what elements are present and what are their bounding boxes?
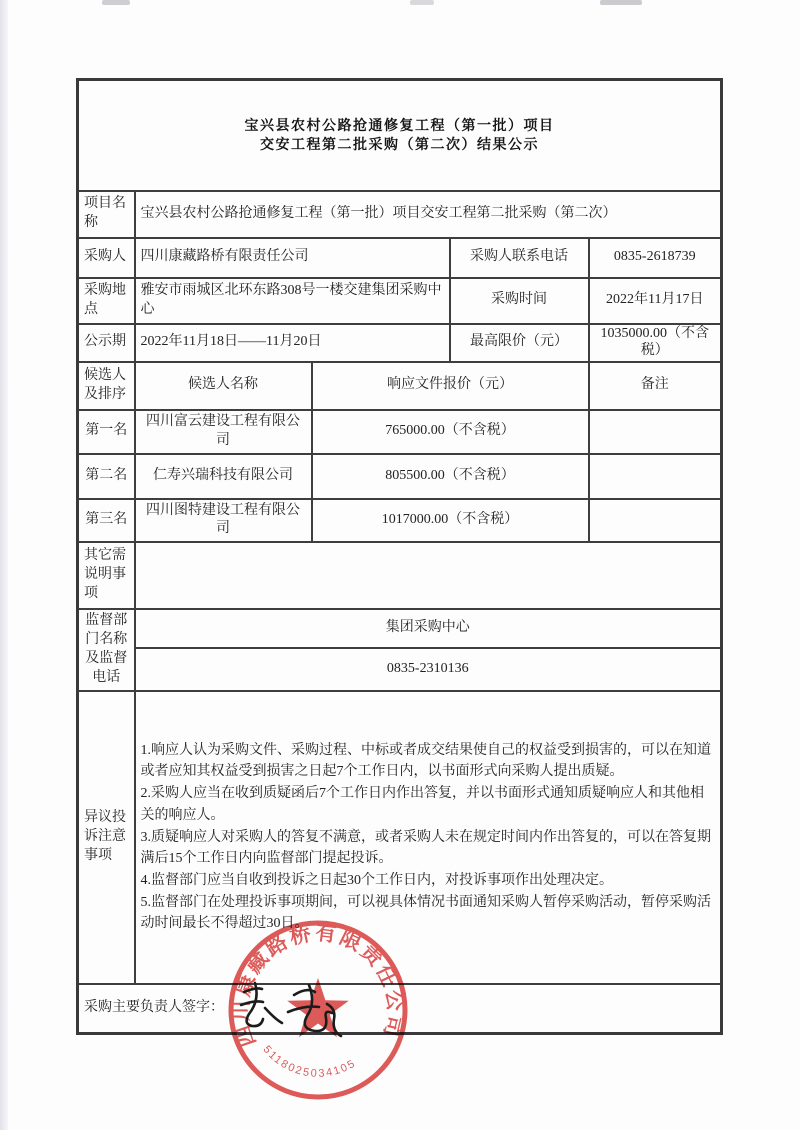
candidate-price: 1017000.00（不含税）: [312, 499, 589, 543]
candidate-remark-header: 备注: [589, 362, 722, 410]
supervision-phone: 0835-2310136: [135, 648, 722, 691]
scan-smudge: [600, 0, 642, 5]
scan-smudge: [410, 0, 434, 5]
candidate-name: 四川图特建设工程有限公司: [135, 499, 312, 543]
other-notes-value: [135, 542, 722, 609]
signature-label: 采购主要负责人签字：: [84, 1000, 224, 1016]
candidate-row: [78, 499, 722, 543]
project-name-value: 宝兴县农村公路抢通修复工程（第一批）项目交安工程第二批采购（第二次）: [135, 191, 722, 238]
other-notes-label: 其它需说明事项: [78, 542, 135, 609]
max-price-label: 最高限价（元）: [450, 324, 589, 362]
purchase-time-value: 2022年11月17日: [589, 278, 722, 324]
candidate-name: 仁寿兴瑞科技有限公司: [135, 454, 312, 499]
seal-company-name: 四川康藏路桥有限责任公司: [228, 920, 408, 1050]
purchaser-label: 采购人: [78, 238, 135, 278]
announcement-table: [76, 78, 723, 1035]
signature-row: [78, 984, 722, 1034]
candidate-rank-header: 候选人及排序: [78, 362, 135, 410]
candidate-price: 805500.00（不含税）: [312, 454, 589, 499]
document-title: [78, 80, 722, 191]
publicity-period-value: 2022年11月18日——11月20日: [135, 324, 450, 362]
objection-item: 2.采购人应当在收到质疑函后7个工作日内作出答复，并以书面形式通知质疑响应人和其他相关的响应人。: [140, 786, 704, 823]
objection-item: 5.监督部门在处理投诉事项期间，可以视具体情况书面通知采购人暂停采购活动，暂停采购活动时间最长不得超过30日。: [140, 894, 711, 932]
objection-label: 异议投诉注意事项: [78, 691, 135, 984]
purchase-time-label: 采购时间: [450, 278, 589, 324]
supervision-label: 监督部门名称及监督电话: [78, 609, 135, 691]
title-line-1: 宝兴县农村公路抢通修复工程（第一批）项目: [244, 117, 555, 134]
objection-item: 3.质疑响应人对采购人的答复不满意，或者采购人未在规定时间内作出答复的，可以在答复期满后15个工作日内向监督部门提起投诉。: [140, 829, 711, 867]
candidate-name-header: 候选人名称: [135, 362, 312, 410]
objection-item: 1.响应人认为采购文件、采购过程、中标或者成交结果使自己的权益受到损害的，可以在知道或者应知其权益受到损害之日起7个工作日内，以书面形式向采购人提出质疑。: [140, 742, 711, 780]
candidate-rank: 第二名: [78, 454, 135, 499]
purchaser-phone-value: 0835-2618739: [589, 238, 722, 278]
supervision-department: 集团采购中心: [135, 609, 722, 648]
location-label: 采购地点: [78, 278, 135, 324]
project-name-label: 项目名称: [78, 191, 135, 238]
candidate-rank: 第一名: [78, 410, 135, 454]
scan-smudge: [102, 0, 130, 5]
objection-content: [135, 691, 722, 984]
purchaser-phone-label: 采购人联系电话: [450, 238, 589, 278]
purchaser-value: 四川康藏路桥有限责任公司: [135, 238, 450, 278]
max-price-value: 1035000.00（不含税）: [589, 324, 722, 362]
publicity-period-label: 公示期: [78, 324, 135, 362]
title-line-2: 交安工程第二批采购（第二次）结果公示: [260, 136, 540, 153]
candidate-remark: [589, 454, 722, 499]
candidate-price-header: 响应文件报价（元）: [312, 362, 589, 410]
candidate-remark: [589, 410, 722, 454]
candidate-rank: 第三名: [78, 499, 135, 543]
seal-number: 5118025034105: [260, 1043, 359, 1080]
candidate-row: [78, 410, 722, 454]
candidate-name: 四川富云建设工程有限公司: [135, 410, 312, 454]
scan-edge-shadow: [0, 0, 8, 1130]
candidate-price: 765000.00（不含税）: [312, 410, 589, 454]
candidate-row: [78, 454, 722, 499]
objection-item: 4.监督部门应当自收到投诉之日起30个工作日内，对投诉事项作出处理决定。: [140, 872, 613, 888]
location-value: 雅安市雨城区北环东路308号一楼交建集团采购中心: [135, 278, 450, 324]
candidate-remark: [589, 499, 722, 543]
